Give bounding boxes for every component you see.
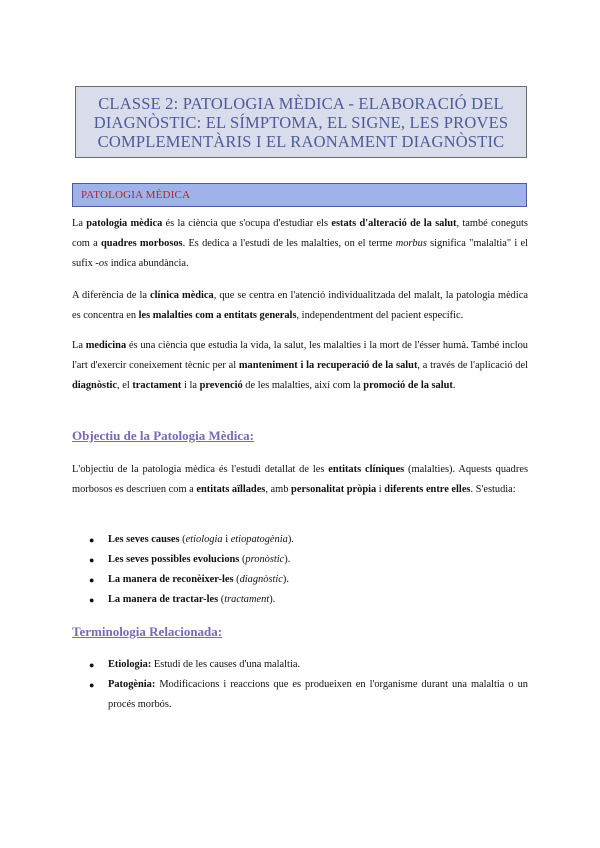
- paragraph-clinical-difference: [72, 286, 528, 326]
- text-run: . Es dedica a l'estudi de les malalties, on el terme: [182, 238, 396, 249]
- text-run: A diferència de la: [72, 290, 151, 301]
- bullet-icon: ●: [89, 680, 95, 690]
- text-run: , independentment del pacient específic.: [296, 310, 464, 321]
- study-list: [72, 530, 528, 610]
- italic-term: etiologia: [185, 534, 223, 545]
- bold-term: personalitat pròpia: [291, 484, 377, 495]
- subheading-objective: Objectiu de la Patologia Mèdica:: [72, 428, 254, 443]
- text-run: , el: [117, 380, 133, 391]
- bold-term: tractament: [132, 380, 182, 391]
- text-run: és una ciència que estudia la vida, la salut, les malalties i la mort de l'ésser humà. També inclou l'art d'exercir coneixement tècnic per al: [72, 340, 528, 371]
- text-run: (: [239, 554, 246, 565]
- bold-term: les malalties com a entitats generals: [138, 310, 297, 321]
- text-run: significa "malaltia" i el sufix: [72, 238, 528, 269]
- title-box: [75, 86, 527, 158]
- bold-term: medicina: [85, 340, 127, 351]
- text-run: , també coneguts com a: [72, 218, 528, 249]
- bold-term: promoció de la salut: [363, 380, 453, 391]
- bold-term: manteniment i la recuperació de la salut: [238, 360, 418, 371]
- bold-term: prevenció: [199, 380, 243, 391]
- bullet-icon: ●: [89, 555, 95, 565]
- text-run: Modificacions i reaccions que es produeixen en l'organisme durant una malaltia o un procés morbós.: [108, 679, 528, 710]
- document-title: CLASSE 2: PATOLOGIA MÈDICA - ELABORACIÓ DEL DIAGNÒSTIC: EL SÍMPTOMA, EL SIGNE, LES PROVES COMPLEMENTÀRIS I EL RAONAMENT DIAGNÒSTIC: [93, 93, 509, 151]
- section-heading: PATOLOGIA MÈDICA: [81, 189, 191, 201]
- bold-term: estats d'alteració de la salut: [331, 218, 457, 229]
- text-run: ).: [284, 554, 291, 565]
- text-run: i: [376, 484, 385, 495]
- bullet-icon: ●: [89, 575, 95, 585]
- text-run: Estudi de les causes d'una malaltia.: [151, 659, 301, 670]
- text-run: indica abundància.: [108, 258, 189, 269]
- text-run: , amb: [265, 484, 292, 495]
- bold-term: entitats aïllades: [196, 484, 266, 495]
- subheading-terminology: Terminologia Relacionada:: [72, 624, 223, 639]
- bold-term: Patogènia:: [108, 679, 156, 690]
- bold-term: La manera de reconèixer-les: [108, 574, 234, 585]
- list-item: [72, 590, 528, 610]
- text-run: ).: [287, 534, 294, 545]
- text-run: . S'estudia:: [470, 484, 516, 495]
- bold-term: diagnòstic: [72, 380, 118, 391]
- paragraph-medicine: [72, 336, 528, 396]
- bold-term: entitats clíniques: [328, 464, 405, 475]
- bold-term: diferents entre elles: [384, 484, 471, 495]
- text-run: (: [179, 534, 186, 545]
- text-run: i la: [181, 380, 200, 391]
- text-run: ).: [282, 574, 289, 585]
- bold-term: Les seves possibles evolucions: [108, 554, 240, 565]
- bold-term: Etiologia:: [108, 659, 152, 670]
- text-run: (: [233, 574, 240, 585]
- bullet-icon: ●: [89, 595, 95, 605]
- bold-term: La manera de tractar-les: [108, 594, 219, 605]
- paragraph-definition: [72, 214, 528, 274]
- italic-term: pronòstic: [245, 554, 285, 565]
- bold-term: quadres morbosos: [101, 238, 183, 249]
- bold-term: clínica mèdica: [150, 290, 214, 301]
- bullet-icon: ●: [89, 535, 95, 545]
- text-run: de les malalties, així com la: [242, 380, 364, 391]
- text-run: , que se centra en l'atenció individualitzada del malalt, la patologia mèdica es concentra en: [72, 290, 528, 321]
- terminology-list: [72, 655, 528, 715]
- italic-term: diagnòstic: [239, 574, 283, 585]
- text-run: és la ciència que s'ocupa d'estudiar els: [162, 218, 332, 229]
- italic-term: etiopatogènia: [230, 534, 288, 545]
- bold-term: patologia mèdica: [86, 218, 163, 229]
- italic-term: morbus: [395, 238, 427, 249]
- text-run: i: [222, 534, 231, 545]
- text-run: .: [452, 380, 456, 391]
- text-run: La: [72, 340, 86, 351]
- bullet-icon: ●: [89, 660, 95, 670]
- italic-term: -os: [95, 258, 109, 269]
- bold-term: Les seves causes: [108, 534, 180, 545]
- text-run: La: [72, 218, 87, 229]
- text-run: (malalties). Aquests quadres morbosos es descriuen com a: [72, 464, 528, 495]
- text-run: L'objectiu de la patologia mèdica és l'estudi detallat de les: [72, 464, 329, 475]
- text-run: (: [218, 594, 225, 605]
- paragraph-objective: [72, 460, 528, 500]
- text-run: , a través de l'aplicació del: [417, 360, 528, 371]
- list-item: [72, 675, 528, 715]
- list-item: [72, 570, 528, 590]
- text-run: ).: [269, 594, 276, 605]
- italic-term: tractament: [224, 594, 270, 605]
- list-item: [72, 550, 528, 570]
- section-heading-box: [72, 183, 527, 207]
- list-item: [72, 530, 528, 550]
- list-item: [72, 655, 528, 675]
